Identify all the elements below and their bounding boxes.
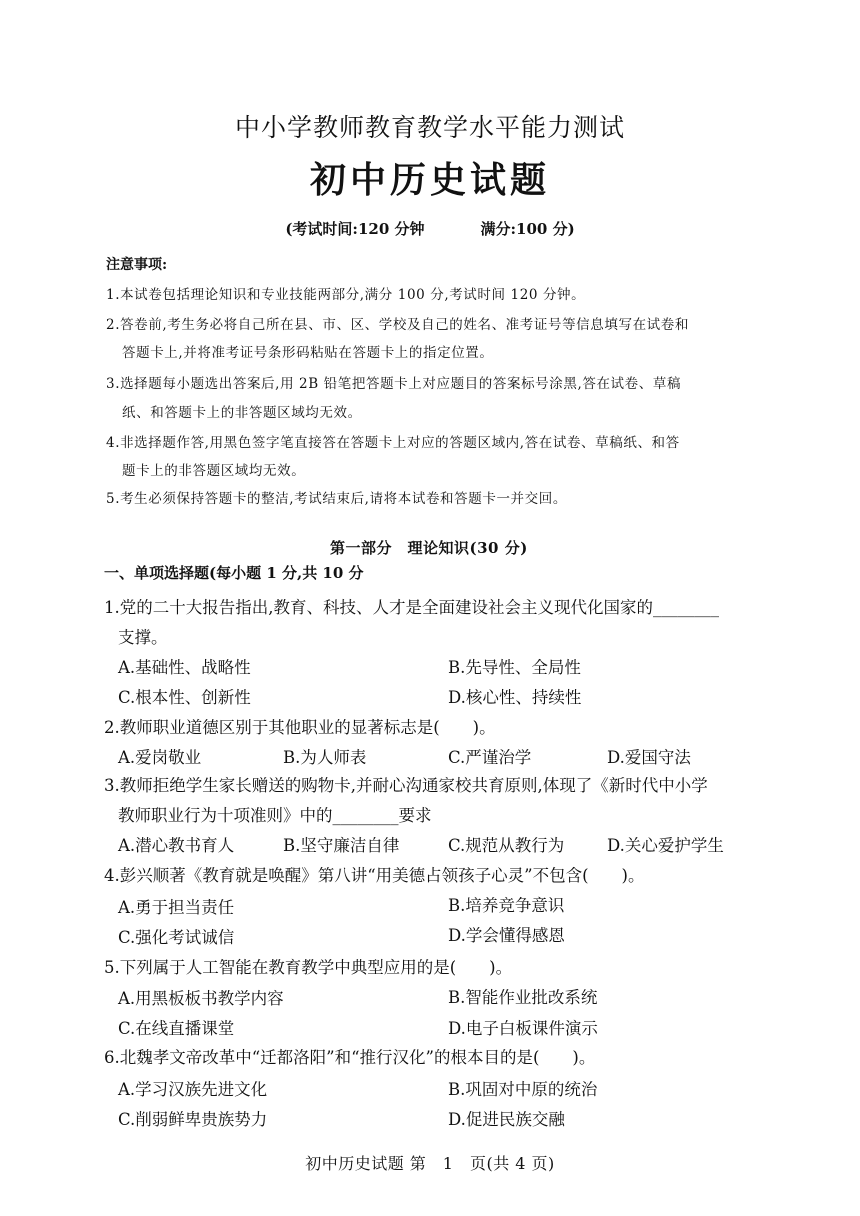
question-text: 2.教师职业道德区别于其他职业的显著标志是( )。 (104, 718, 496, 737)
option-c: C.根本性、创新性 (118, 688, 251, 707)
option-b: B.培养竞争意识 (448, 896, 565, 915)
exam-info (0, 218, 860, 239)
option-c: C.强化考试诚信 (118, 928, 235, 947)
part-heading: 第一部分 理论知识(30 分) (330, 539, 528, 557)
notice-item-continued: 题卡上的非答题区域均无效。 (122, 463, 306, 479)
option-c: C.规范从教行为 (448, 836, 565, 855)
question-text-continued: 教师职业行为十项准则》中的________要求 (118, 806, 432, 825)
option-d: D.核心性、持续性 (448, 688, 582, 707)
exam-score-label: 满分:100 分) (480, 220, 575, 238)
question-text-continued: 支撑。 (118, 628, 168, 647)
option-d: D.学会懂得感恩 (448, 926, 565, 945)
option-a: A.爱岗敬业 (118, 748, 202, 767)
option-d: D.关心爱护学生 (607, 836, 724, 855)
notice-item: 3.选择题每小题选出答案后,用 2B 铅笔把答题卡上对应题目的答案标号涂黑,答在试卷、草稿 (106, 376, 682, 392)
option-b: B.先导性、全局性 (448, 658, 581, 677)
option-a: A.学习汉族先进文化 (118, 1080, 268, 1099)
option-b: B.智能作业批改系统 (448, 988, 598, 1007)
option-a: A.勇于担当责任 (118, 898, 235, 917)
question-text: 4.彭兴顺著《教育就是唤醒》第八讲“用美德占领孩子心灵”不包含( )。 (104, 866, 645, 885)
question-text: 6.北魏孝文帝改革中“迁都洛阳”和“推行汉化”的根本目的是( )。 (104, 1048, 596, 1067)
exam-time-label: (考试时间:120 分钟 (285, 220, 425, 238)
option-c: C.在线直播课堂 (118, 1019, 235, 1038)
option-a: A.用黑板板书教学内容 (118, 989, 284, 1008)
option-d: D.电子白板课件演示 (448, 1019, 598, 1038)
option-c: C.削弱鲜卑贵族势力 (118, 1110, 268, 1129)
notice-item-continued: 纸、和答题卡上的非答题区域均无效。 (122, 405, 362, 421)
option-a: A.潜心教书育人 (118, 836, 235, 855)
option-b: B.为人师表 (283, 748, 367, 767)
notice-heading: 注意事项: (106, 257, 168, 273)
question-text: 5.下列属于人工智能在教育教学中典型应用的是( )。 (104, 958, 513, 977)
option-c: C.严谨治学 (448, 748, 532, 767)
notice-item: 1.本试卷包括理论知识和专业技能两部分,满分 100 分,考试时间 120 分钟。 (106, 287, 586, 303)
option-b: B.巩固对中原的统治 (448, 1080, 598, 1099)
notice-item: 5.考生必须保持答题卡的整洁,考试结束后,请将本试卷和答题卡一并交回。 (106, 491, 567, 507)
page-title: 初中历史试题 (309, 159, 550, 201)
notice-item: 4.非选择题作答,用黑色签字笔直接答在答题卡上对应的答题区域内,答在试卷、草稿纸、和答 (106, 435, 680, 451)
question-text: 1.党的二十大报告指出,教育、科技、人才是全面建设社会主义现代化国家的________ (104, 598, 719, 617)
page-footer: 初中历史试题 第 1 页(共 4 页) (305, 1154, 555, 1173)
option-d: D.爱国守法 (607, 748, 691, 767)
section-heading: 一、单项选择题(每小题 1 分,共 10 分 (104, 564, 364, 582)
question-text: 3.教师拒绝学生家长赠送的购物卡,并耐心沟通家校共育原则,体现了《新时代中小学 (104, 776, 708, 795)
option-d: D.促进民族交融 (448, 1110, 565, 1129)
option-a: A.基础性、战略性 (118, 658, 251, 677)
notice-item: 2.答卷前,考生务必将自己所在县、市、区、学校及自己的姓名、准考证号等信息填写在试卷和 (106, 317, 689, 333)
exam-subtitle: 中小学教师教育教学水平能力测试 (234, 113, 625, 142)
notice-item-continued: 答题卡上,并将准考证号条形码粘贴在答题卡上的指定位置。 (122, 345, 494, 361)
option-b: B.坚守廉洁自律 (283, 836, 400, 855)
